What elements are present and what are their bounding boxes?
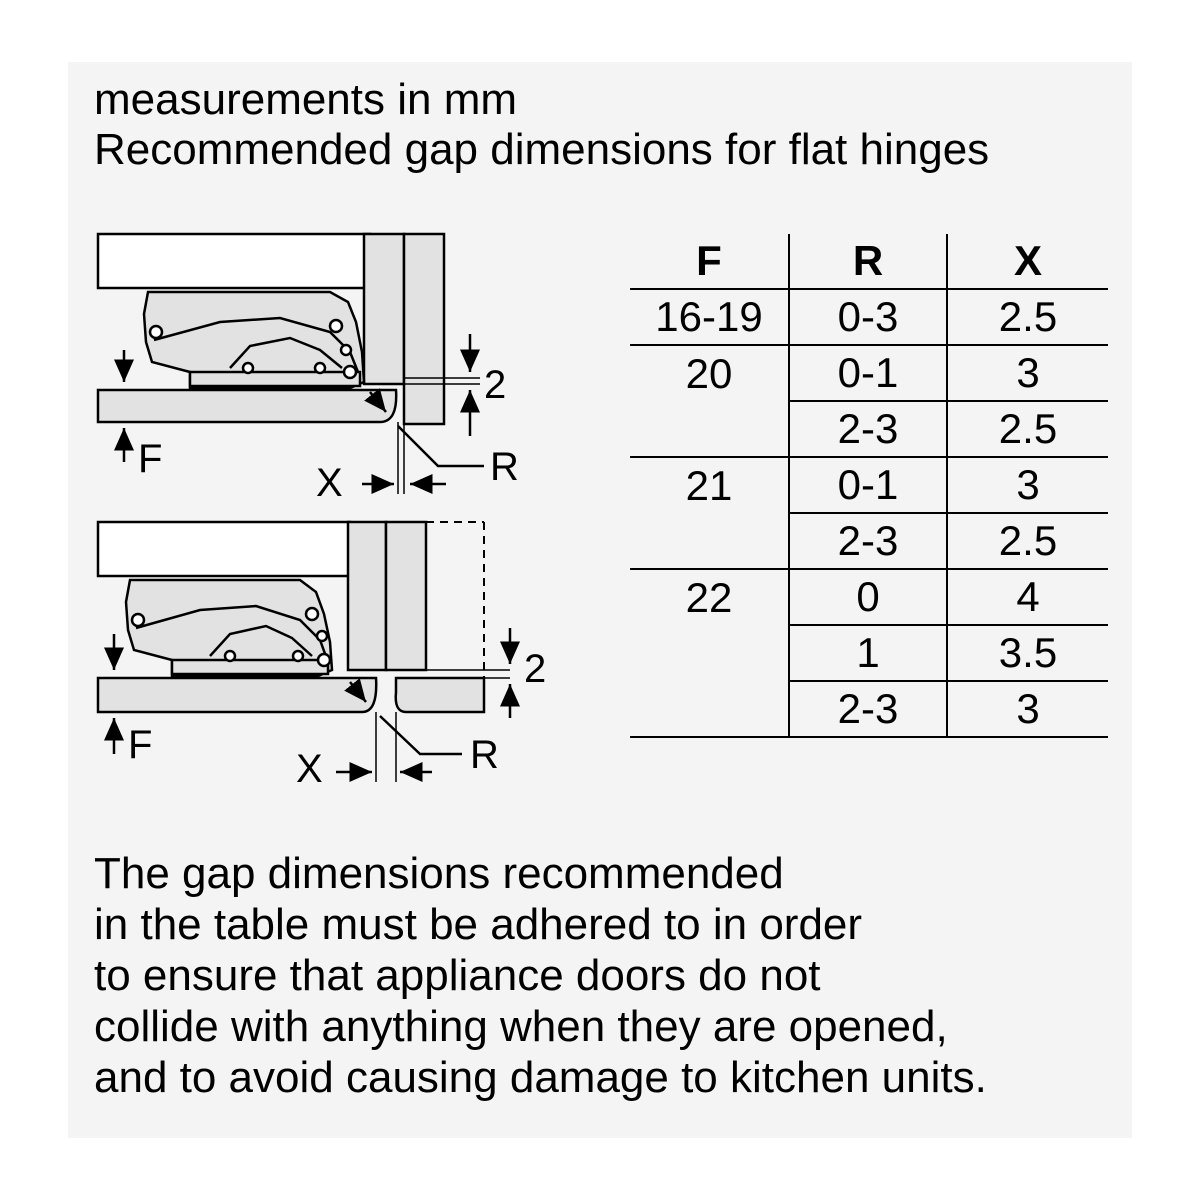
cell-r: 2-3 (789, 513, 947, 569)
top-label-r: R (490, 445, 519, 489)
top-furniture-door (404, 234, 444, 424)
table-row (630, 681, 1108, 737)
instruction-note (94, 848, 987, 1103)
cell-r: 2-3 (789, 681, 947, 737)
gap-dimensions-table (630, 234, 1108, 738)
top-hinge-pivot (315, 363, 325, 373)
note-line: The gap dimensions recommended (94, 849, 784, 898)
note-line: to ensure that appliance doors do not (94, 951, 821, 1000)
table-header-row (630, 234, 1108, 289)
bottom-appliance-door (348, 522, 386, 670)
cell-f (630, 401, 789, 457)
bottom-label-r: R (470, 733, 499, 777)
cell-x: 3 (947, 457, 1108, 513)
header-x: X (947, 234, 1108, 289)
header-r: R (789, 234, 947, 289)
note-line: collide with anything when they are opened, (94, 1002, 948, 1051)
header-f: F (630, 234, 789, 289)
units-heading: measurements in mm (94, 75, 518, 124)
table-row (630, 569, 1108, 625)
cell-r: 1 (789, 625, 947, 681)
bottom-hinge-pivot (225, 651, 235, 661)
top-appliance-door (364, 234, 404, 384)
bottom-hinge-pivot (318, 654, 330, 666)
note-line: and to avoid causing damage to kitchen units. (94, 1053, 987, 1102)
cell-x: 2.5 (947, 513, 1108, 569)
cell-x: 3.5 (947, 625, 1108, 681)
top-cabinet-panel (98, 234, 370, 288)
bottom-hinge-pivot (306, 608, 318, 620)
note-line: in the table must be adhered to in order (94, 900, 863, 949)
top-hinge-pivot (341, 345, 351, 355)
cell-x: 3 (947, 681, 1108, 737)
table-row (630, 345, 1108, 401)
table-row (630, 457, 1108, 513)
bottom-label-x: X (296, 747, 323, 791)
cell-r: 0-3 (789, 289, 947, 345)
bottom-hinge-base (172, 660, 328, 674)
top-shelf-board (98, 390, 396, 422)
cell-x: 3 (947, 345, 1108, 401)
cell-f: 16-19 (630, 289, 789, 345)
top-hinge-pivot (344, 366, 356, 378)
cell-f (630, 681, 789, 737)
table-row (630, 289, 1108, 345)
table-row (630, 401, 1108, 457)
cell-x: 4 (947, 569, 1108, 625)
top-label-gap: 2 (484, 363, 507, 407)
cell-f: 20 (630, 345, 789, 401)
cell-x: 2.5 (947, 401, 1108, 457)
bottom-label-f: F (128, 723, 153, 767)
cell-f: 21 (630, 457, 789, 513)
top-hinge-pivot (150, 326, 162, 338)
table-row (630, 625, 1108, 681)
bottom-label-gap: 2 (524, 647, 547, 691)
cell-r: 2-3 (789, 401, 947, 457)
top-label-x: X (316, 461, 343, 505)
cell-r: 0-1 (789, 457, 947, 513)
bottom-shelf-board (98, 678, 376, 712)
cell-f (630, 513, 789, 569)
bottom-hinge-pivot (132, 614, 144, 626)
top-hinge-pivot (243, 363, 253, 373)
bottom-hinge-diagram (98, 522, 510, 782)
bottom-cabinet-panel (98, 522, 350, 576)
page-title: Recommended gap dimensions for flat hinges (94, 125, 990, 174)
bottom-adjacent-board (396, 678, 484, 712)
bottom-hinge-pivot (317, 631, 327, 641)
cell-r: 0-1 (789, 345, 947, 401)
table-row (630, 513, 1108, 569)
top-hinge-pivot (330, 320, 342, 332)
cell-f (630, 625, 789, 681)
cell-r: 0 (789, 569, 947, 625)
bottom-furniture-door (386, 522, 426, 670)
top-hinge-base (190, 372, 360, 386)
bottom-r-leader (380, 716, 462, 754)
cell-x: 2.5 (947, 289, 1108, 345)
cell-f: 22 (630, 569, 789, 625)
top-label-f: F (138, 437, 163, 481)
hinge-diagrams (80, 222, 560, 792)
bottom-hinge-pivot (293, 651, 303, 661)
